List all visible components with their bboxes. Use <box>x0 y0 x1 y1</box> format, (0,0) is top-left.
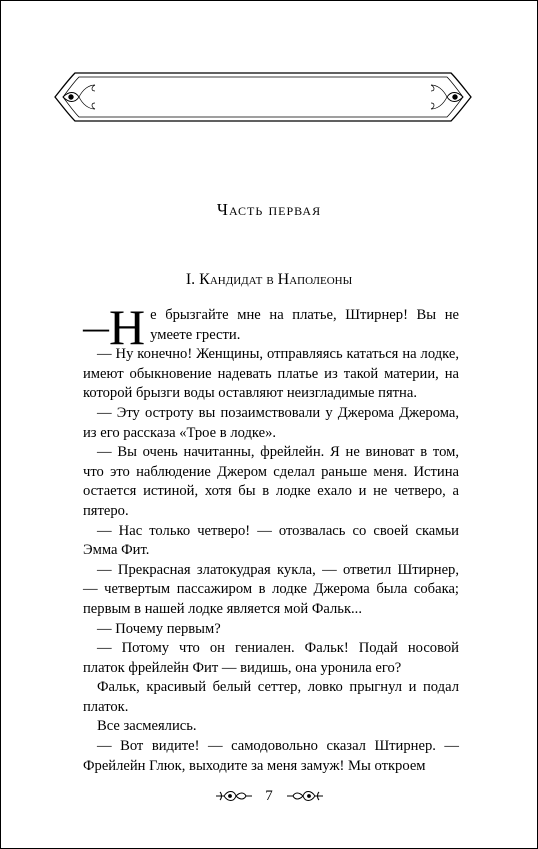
drop-cap: Н <box>109 299 146 355</box>
paragraph: — Нас только четверо! — отозвалась со своей скамьи Эмма Фит. <box>83 522 459 559</box>
paragraph: — Потому что он гениален. Фальк! Подай носовой платок фрейлейн Фит — видишь, она уронила его? <box>83 640 459 676</box>
paragraph: — Почему первым? <box>97 620 221 637</box>
lead-dash: — <box>83 314 109 343</box>
page-footer <box>1 785 537 806</box>
part-title: Часть первая <box>216 200 322 219</box>
first-paragraph-text: е брызгайте мне на платье, Штирнер! Вы не умеете грести. <box>150 307 459 343</box>
chapter-text <box>83 299 459 776</box>
paragraph: — Вот видите! — самодовольно сказал Штирнер. — Фрейлейн Глюк, выходите за меня замуж! Мы откроем <box>83 738 459 774</box>
paragraph: Фальк, красивый белый сеттер, ловко прыгнул и подал платок. <box>83 679 459 715</box>
ornamental-frame-icon <box>53 69 473 125</box>
first-paragraph <box>83 299 459 355</box>
page-number: 7 <box>265 787 273 804</box>
paragraph: — Ну конечно! Женщины, отправляясь кататься на лодке, имеют обыкновение надевать платье из такой материи, на которой брызги воды оставляют неизгладимые пятна. <box>83 346 459 402</box>
paragraph: — Вы очень начитанны, фрейлейн. Я не виноват в том, что это наблюдение Джером сделал раньше меня. Истина остается истиной, хотя бы в лодке ехало и не четверо, а пятеро. <box>83 444 459 519</box>
floral-ornament-left-icon <box>214 789 254 803</box>
paragraph: — Эту остроту вы позаимствовали у Джерома Джерома, из его рассказа «Трое в лодке». <box>83 404 459 441</box>
paragraph: — Прекрасная златокудрая кукла, — ответил Штирнер, — четвертым пассажиром в лодке Джерома была собака; первым в нашей лодке является мой Фальк... <box>83 561 459 617</box>
paragraph: Все засмеялись. <box>97 718 197 735</box>
chapter-title: I. Кандидат в Наполеоны <box>185 271 353 288</box>
drop-cap-block <box>83 299 146 355</box>
floral-ornament-right-icon <box>285 789 325 803</box>
